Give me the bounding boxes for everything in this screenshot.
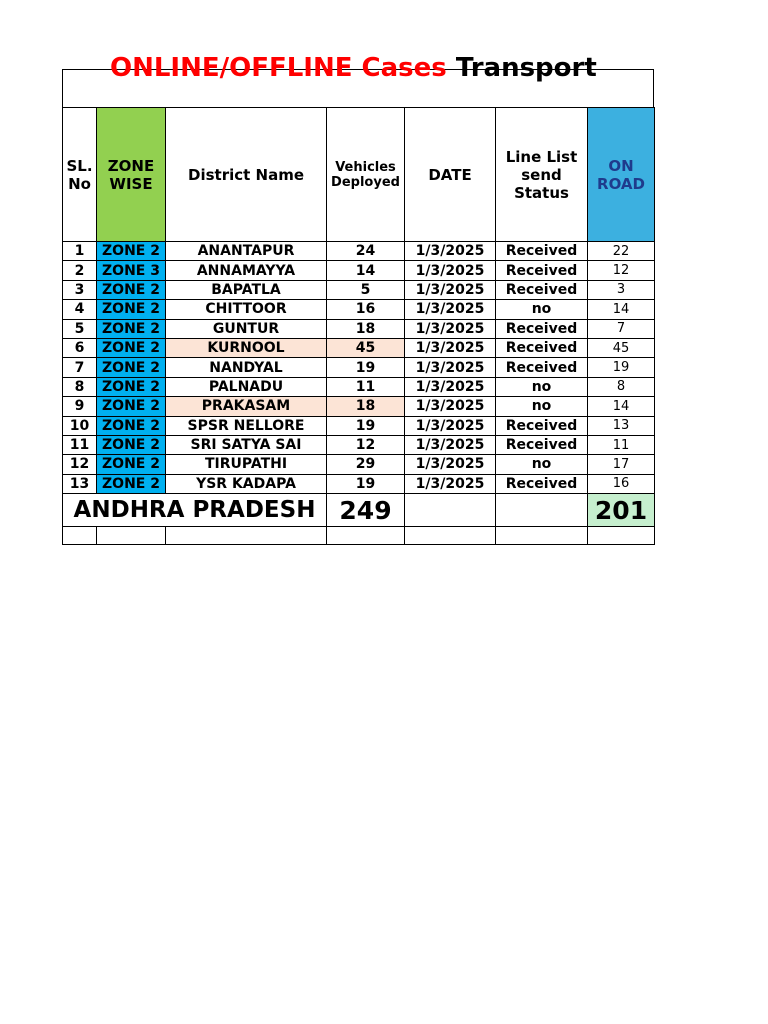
- cell-date[interactable]: 1/3/2025: [405, 261, 496, 280]
- table-row: [63, 358, 655, 377]
- cell-zone[interactable]: ZONE 3: [97, 261, 166, 280]
- cell-vehicles[interactable]: 45: [327, 338, 405, 357]
- cell-district[interactable]: CHITTOOR: [166, 300, 327, 319]
- cell-vehicles[interactable]: 14: [327, 261, 405, 280]
- cell-on-road[interactable]: 16: [588, 474, 655, 493]
- table-body: [63, 242, 655, 494]
- cell-status[interactable]: Received: [496, 435, 588, 454]
- cell-district[interactable]: SPSR NELLORE: [166, 416, 327, 435]
- cell-sl-no[interactable]: 13: [63, 474, 97, 493]
- cell-on-road[interactable]: 17: [588, 455, 655, 474]
- cell-on-road[interactable]: 3: [588, 280, 655, 299]
- table-row: [63, 242, 655, 261]
- cell-vehicles[interactable]: 19: [327, 416, 405, 435]
- title-row[interactable]: [62, 53, 654, 107]
- cell-on-road[interactable]: 45: [588, 338, 655, 357]
- title-red-part: ONLINE/OFFLINE Cases: [110, 53, 456, 83]
- header-sl-no[interactable]: SL. No: [63, 108, 97, 242]
- cell-vehicles[interactable]: 19: [327, 358, 405, 377]
- spreadsheet: [62, 53, 654, 545]
- cell-status[interactable]: no: [496, 397, 588, 416]
- cell-on-road[interactable]: 22: [588, 242, 655, 261]
- cell-district[interactable]: TIRUPATHI: [166, 455, 327, 474]
- cell-on-road[interactable]: 14: [588, 300, 655, 319]
- cell-status[interactable]: Received: [496, 319, 588, 338]
- cell-vehicles[interactable]: 12: [327, 435, 405, 454]
- cell-status[interactable]: Received: [496, 474, 588, 493]
- cell-on-road[interactable]: 12: [588, 261, 655, 280]
- cell-sl-no[interactable]: 4: [63, 300, 97, 319]
- total-on-road[interactable]: 201: [588, 494, 655, 527]
- cell-zone[interactable]: ZONE 2: [97, 280, 166, 299]
- cell-zone[interactable]: ZONE 2: [97, 242, 166, 261]
- cell-vehicles[interactable]: 18: [327, 319, 405, 338]
- table-row: [63, 319, 655, 338]
- cell-sl-no[interactable]: 2: [63, 261, 97, 280]
- cell-sl-no[interactable]: 1: [63, 242, 97, 261]
- header-district-name[interactable]: District Name: [166, 108, 327, 242]
- cell-district[interactable]: PALNADU: [166, 377, 327, 396]
- cell-status[interactable]: Received: [496, 261, 588, 280]
- cell-status[interactable]: no: [496, 455, 588, 474]
- cell-sl-no[interactable]: 12: [63, 455, 97, 474]
- table-row: [63, 300, 655, 319]
- cell-vehicles[interactable]: 5: [327, 280, 405, 299]
- cell-zone[interactable]: ZONE 2: [97, 377, 166, 396]
- cell-vehicles[interactable]: 24: [327, 242, 405, 261]
- cell-district[interactable]: YSR KADAPA: [166, 474, 327, 493]
- total-state-name[interactable]: ANDHRA PRADESH: [63, 494, 327, 527]
- table-row: [63, 280, 655, 299]
- cell-date[interactable]: 1/3/2025: [405, 319, 496, 338]
- cell-zone[interactable]: ZONE 2: [97, 435, 166, 454]
- cell-zone[interactable]: ZONE 2: [97, 338, 166, 357]
- cell-district[interactable]: NANDYAL: [166, 358, 327, 377]
- cell-district[interactable]: ANNAMAYYA: [166, 261, 327, 280]
- table-row: [63, 261, 655, 280]
- cell-district[interactable]: GUNTUR: [166, 319, 327, 338]
- cell-vehicles[interactable]: 18: [327, 397, 405, 416]
- cell-sl-no[interactable]: 6: [63, 338, 97, 357]
- cell-sl-no[interactable]: 11: [63, 435, 97, 454]
- total-row: [63, 494, 655, 527]
- cell-date[interactable]: 1/3/2025: [405, 377, 496, 396]
- district-table: [62, 107, 655, 545]
- empty-cell[interactable]: [327, 527, 405, 545]
- empty-cell[interactable]: [97, 527, 166, 545]
- cell-date[interactable]: 1/3/2025: [405, 416, 496, 435]
- table-row: [63, 338, 655, 357]
- cell-on-road[interactable]: 7: [588, 319, 655, 338]
- empty-row: [63, 527, 655, 545]
- cell-date[interactable]: 1/3/2025: [405, 397, 496, 416]
- cell-status[interactable]: Received: [496, 416, 588, 435]
- empty-cell[interactable]: [405, 527, 496, 545]
- header-date[interactable]: DATE: [405, 108, 496, 242]
- cell-on-road[interactable]: 11: [588, 435, 655, 454]
- cell-vehicles[interactable]: 11: [327, 377, 405, 396]
- cell-zone[interactable]: ZONE 2: [97, 358, 166, 377]
- cell-zone[interactable]: ZONE 2: [97, 319, 166, 338]
- table-row: [63, 416, 655, 435]
- title-black-part: Transport: [455, 53, 597, 83]
- empty-cell[interactable]: [496, 527, 588, 545]
- total-date-cell[interactable]: [405, 494, 496, 527]
- table-row: [63, 474, 655, 493]
- cell-date[interactable]: 1/3/2025: [405, 280, 496, 299]
- cell-district[interactable]: PRAKASAM: [166, 397, 327, 416]
- empty-cell[interactable]: [63, 527, 97, 545]
- cell-sl-no[interactable]: 5: [63, 319, 97, 338]
- cell-sl-no[interactable]: 7: [63, 358, 97, 377]
- table-row: [63, 397, 655, 416]
- cell-date[interactable]: 1/3/2025: [405, 358, 496, 377]
- header-row: [63, 108, 655, 242]
- cell-status[interactable]: no: [496, 377, 588, 396]
- cell-date[interactable]: 1/3/2025: [405, 242, 496, 261]
- cell-on-road[interactable]: 13: [588, 416, 655, 435]
- cell-status[interactable]: Received: [496, 280, 588, 299]
- sheet-title: [110, 53, 597, 83]
- cell-status[interactable]: Received: [496, 242, 588, 261]
- total-status-cell[interactable]: [496, 494, 588, 527]
- cell-date[interactable]: 1/3/2025: [405, 435, 496, 454]
- cell-sl-no[interactable]: 10: [63, 416, 97, 435]
- cell-status[interactable]: Received: [496, 358, 588, 377]
- cell-zone[interactable]: ZONE 2: [97, 416, 166, 435]
- table-row: [63, 377, 655, 396]
- cell-date[interactable]: 1/3/2025: [405, 300, 496, 319]
- cell-on-road[interactable]: 14: [588, 397, 655, 416]
- cell-district[interactable]: KURNOOL: [166, 338, 327, 357]
- cell-zone[interactable]: ZONE 2: [97, 455, 166, 474]
- header-vehicles-deployed[interactable]: Vehicles Deployed: [327, 108, 405, 242]
- cell-date[interactable]: 1/3/2025: [405, 474, 496, 493]
- cell-zone[interactable]: ZONE 2: [97, 397, 166, 416]
- header-on-road[interactable]: ON ROAD: [588, 108, 655, 242]
- cell-vehicles[interactable]: 29: [327, 455, 405, 474]
- cell-zone[interactable]: ZONE 2: [97, 300, 166, 319]
- cell-vehicles[interactable]: 19: [327, 474, 405, 493]
- cell-district[interactable]: SRI SATYA SAI: [166, 435, 327, 454]
- cell-status[interactable]: no: [496, 300, 588, 319]
- table-row: [63, 435, 655, 454]
- cell-sl-no[interactable]: 8: [63, 377, 97, 396]
- cell-district[interactable]: BAPATLA: [166, 280, 327, 299]
- cell-date[interactable]: 1/3/2025: [405, 338, 496, 357]
- cell-zone[interactable]: ZONE 2: [97, 474, 166, 493]
- header-zone-wise[interactable]: ZONE WISE: [97, 108, 166, 242]
- cell-district[interactable]: ANANTAPUR: [166, 242, 327, 261]
- cell-date[interactable]: 1/3/2025: [405, 455, 496, 474]
- header-line-list-status[interactable]: Line List send Status: [496, 108, 588, 242]
- cell-on-road[interactable]: 19: [588, 358, 655, 377]
- total-vehicles[interactable]: 249: [327, 494, 405, 527]
- cell-sl-no[interactable]: 9: [63, 397, 97, 416]
- table-row: [63, 455, 655, 474]
- empty-cell[interactable]: [588, 527, 655, 545]
- cell-vehicles[interactable]: 16: [327, 300, 405, 319]
- cell-on-road[interactable]: 8: [588, 377, 655, 396]
- cell-sl-no[interactable]: 3: [63, 280, 97, 299]
- empty-cell[interactable]: [166, 527, 327, 545]
- cell-status[interactable]: Received: [496, 338, 588, 357]
